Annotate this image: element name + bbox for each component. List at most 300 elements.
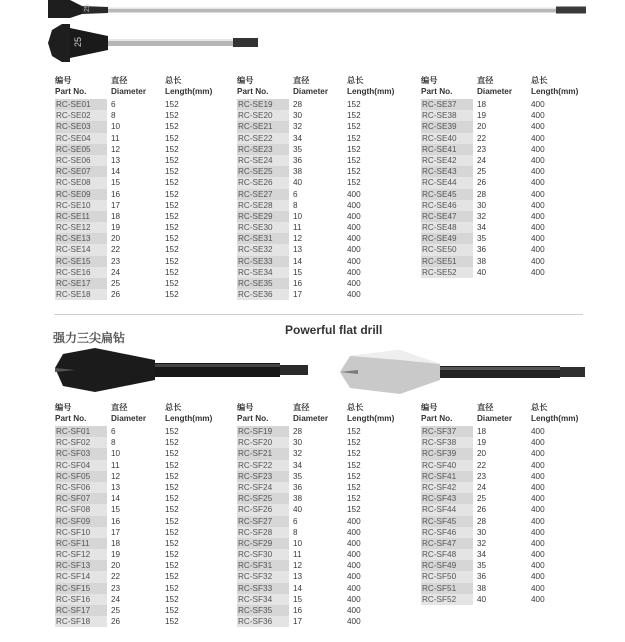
- header-part-en: Part No.: [237, 414, 269, 423]
- table-row: [421, 538, 591, 549]
- part-number: RC-SF27: [237, 516, 289, 527]
- length-value: 400: [347, 189, 361, 199]
- part-number: RC-SF03: [55, 448, 107, 459]
- table-row: [421, 426, 591, 437]
- header-part-cn: 编号: [237, 76, 254, 85]
- header-part-en: Part No.: [421, 414, 453, 423]
- length-value: 152: [347, 471, 361, 481]
- table-row: [237, 110, 407, 121]
- diameter-value: 36: [477, 572, 487, 582]
- length-value: 400: [347, 200, 361, 210]
- part-number: RC-SE35: [237, 278, 289, 289]
- sf-table-3: [421, 402, 591, 605]
- diameter-value: 30: [477, 527, 487, 537]
- part-number: RC-SE01: [55, 99, 107, 110]
- table-row: [55, 527, 225, 538]
- length-value: 400: [531, 471, 545, 481]
- diameter-value: 20: [477, 122, 487, 132]
- diameter-value: 22: [477, 133, 487, 143]
- diameter-value: 17: [111, 527, 121, 537]
- diameter-value: 6: [111, 100, 116, 109]
- length-value: 400: [531, 245, 545, 255]
- table-row: [421, 549, 591, 560]
- part-number: RC-SE33: [237, 256, 289, 267]
- length-value: 152: [165, 561, 179, 571]
- diameter-value: 8: [293, 200, 298, 210]
- diameter-value: 23: [111, 583, 121, 593]
- length-value: 400: [347, 617, 361, 627]
- diameter-value: 13: [111, 482, 121, 492]
- part-number: RC-SF50: [421, 571, 473, 582]
- table-row: [421, 493, 591, 504]
- table-header: [55, 402, 225, 426]
- table-row: [237, 244, 407, 255]
- length-value: 152: [165, 550, 179, 560]
- part-number: RC-SF32: [237, 571, 289, 582]
- diameter-value: 36: [477, 245, 487, 255]
- part-number: RC-SE25: [237, 166, 289, 177]
- part-number: RC-SF20: [237, 437, 289, 448]
- length-value: 400: [347, 606, 361, 615]
- diameter-value: 35: [293, 471, 303, 481]
- diameter-value: 19: [477, 111, 487, 121]
- part-number: RC-SE46: [421, 200, 473, 211]
- table-row: [421, 482, 591, 493]
- diameter-value: 30: [293, 111, 303, 121]
- part-number: RC-SF28: [237, 527, 289, 538]
- part-number: RC-SF30: [237, 549, 289, 560]
- part-number: RC-SE28: [237, 200, 289, 211]
- diameter-value: 38: [293, 494, 303, 504]
- length-value: 152: [165, 178, 179, 188]
- diameter-value: 32: [477, 211, 487, 221]
- diameter-value: 11: [111, 133, 120, 143]
- length-value: 152: [165, 144, 179, 154]
- diameter-value: 18: [111, 538, 121, 548]
- diameter-value: 35: [477, 561, 487, 571]
- part-number: RC-SF40: [421, 460, 473, 471]
- diameter-value: 18: [477, 100, 487, 109]
- table-row: [237, 571, 407, 582]
- length-value: 400: [531, 438, 545, 448]
- part-number: RC-SF15: [55, 583, 107, 594]
- length-value: 400: [347, 550, 361, 560]
- length-value: 400: [531, 267, 545, 277]
- length-value: 400: [531, 133, 545, 143]
- se-table-1: [55, 75, 225, 300]
- diameter-value: 24: [477, 155, 487, 165]
- part-number: RC-SE14: [55, 244, 107, 255]
- header-diameter-cn: 直径: [477, 403, 494, 412]
- diameter-value: 15: [111, 178, 121, 188]
- length-value: 152: [165, 494, 179, 504]
- table-row: [55, 516, 225, 527]
- table-row: [55, 233, 225, 244]
- diameter-value: 40: [477, 267, 487, 277]
- length-value: 152: [165, 133, 179, 143]
- table-row: [237, 222, 407, 233]
- diameter-value: 40: [477, 594, 487, 604]
- length-value: 152: [165, 594, 179, 604]
- table-row: [55, 222, 225, 233]
- length-value: 400: [531, 482, 545, 492]
- diameter-value: 15: [111, 505, 121, 515]
- part-number: RC-SE34: [237, 267, 289, 278]
- table-row: [55, 256, 225, 267]
- part-number: RC-SE48: [421, 222, 473, 233]
- header-length-cn: 总长: [531, 76, 548, 85]
- length-value: 152: [165, 267, 179, 277]
- part-number: RC-SF09: [55, 516, 107, 527]
- table-row: [421, 222, 591, 233]
- table-row: [55, 460, 225, 471]
- table-row: [55, 594, 225, 605]
- table-row: [421, 571, 591, 582]
- table-row: [55, 166, 225, 177]
- length-value: 152: [165, 100, 179, 109]
- diameter-value: 11: [293, 223, 302, 233]
- length-value: 400: [531, 505, 545, 515]
- diameter-value: 6: [293, 189, 298, 199]
- length-value: 400: [347, 234, 361, 244]
- table-row: [421, 471, 591, 482]
- flat-drill-black-image: [55, 346, 315, 396]
- table-row: [55, 155, 225, 166]
- part-number: RC-SF34: [237, 594, 289, 605]
- length-value: 152: [165, 245, 179, 255]
- length-value: 400: [531, 561, 545, 571]
- table-row: [55, 504, 225, 515]
- length-value: 400: [531, 189, 545, 199]
- header-length-en: Length(mm): [347, 87, 395, 96]
- table-row: [421, 267, 591, 278]
- part-number: RC-SF07: [55, 493, 107, 504]
- part-number: RC-SF26: [237, 504, 289, 515]
- part-number: RC-SF39: [421, 448, 473, 459]
- diameter-value: 36: [293, 482, 303, 492]
- length-value: 152: [165, 122, 179, 132]
- part-number: RC-SF41: [421, 471, 473, 482]
- diameter-value: 26: [111, 617, 121, 627]
- length-value: 152: [347, 133, 361, 143]
- diameter-value: 12: [293, 234, 303, 244]
- part-number: RC-SF16: [55, 594, 107, 605]
- diameter-value: 17: [293, 617, 303, 627]
- header-diameter-cn: 直径: [111, 76, 128, 85]
- diameter-value: 19: [111, 223, 121, 233]
- length-value: 152: [165, 606, 179, 615]
- length-value: 152: [347, 122, 361, 132]
- part-number: RC-SF04: [55, 460, 107, 471]
- diameter-value: 17: [111, 200, 121, 210]
- table-row: [237, 504, 407, 515]
- diameter-value: 6: [111, 427, 116, 436]
- part-number: RC-SE20: [237, 110, 289, 121]
- diameter-value: 16: [111, 516, 121, 526]
- part-number: RC-SF19: [237, 426, 289, 437]
- table-row: [55, 605, 225, 616]
- table-row: [55, 448, 225, 459]
- length-value: 400: [531, 449, 545, 459]
- table-row: [421, 144, 591, 155]
- length-value: 152: [165, 111, 179, 121]
- diameter-value: 18: [477, 427, 487, 436]
- part-number: RC-SF08: [55, 504, 107, 515]
- table-row: [237, 267, 407, 278]
- header-diameter-en: Diameter: [477, 414, 513, 423]
- length-value: 152: [165, 211, 179, 221]
- se-table-3: [421, 75, 591, 278]
- part-number: RC-SF51: [421, 583, 473, 594]
- table-header: [237, 75, 407, 99]
- part-number: RC-SE29: [237, 211, 289, 222]
- part-number: RC-SE51: [421, 256, 473, 267]
- header-part-en: Part No.: [55, 414, 87, 423]
- header-length-cn: 总长: [165, 403, 182, 412]
- length-value: 400: [347, 561, 361, 571]
- part-number: RC-SF47: [421, 538, 473, 549]
- table-row: [421, 155, 591, 166]
- part-number: RC-SF11: [55, 538, 107, 549]
- part-number: RC-SF10: [55, 527, 107, 538]
- diameter-value: 38: [293, 167, 303, 177]
- diameter-value: 19: [477, 438, 487, 448]
- table-row: [421, 211, 591, 222]
- part-number: RC-SF01: [55, 426, 107, 437]
- header-diameter-en: Diameter: [293, 414, 329, 423]
- table-row: [237, 437, 407, 448]
- table-row: [237, 527, 407, 538]
- table-row: [237, 144, 407, 155]
- length-value: 400: [531, 594, 545, 604]
- part-number: RC-SF52: [421, 594, 473, 605]
- part-number: RC-SE12: [55, 222, 107, 233]
- section-title-cn: 强力三尖扁钻: [53, 331, 126, 345]
- table-row: [55, 493, 225, 504]
- length-value: 400: [347, 223, 361, 233]
- length-value: 152: [165, 427, 179, 436]
- section-divider: [54, 314, 583, 315]
- long-spade-drill-image: [48, 0, 588, 22]
- part-number: RC-SE44: [421, 177, 473, 188]
- table-row: [55, 200, 225, 211]
- header-diameter-cn: 直径: [293, 76, 310, 85]
- table-row: [55, 99, 225, 110]
- diameter-value: 36: [293, 155, 303, 165]
- diameter-value: 14: [111, 494, 121, 504]
- diameter-value: 24: [477, 482, 487, 492]
- table-row: [421, 527, 591, 538]
- table-row: [55, 426, 225, 437]
- length-value: 152: [165, 155, 179, 165]
- length-value: 152: [165, 234, 179, 244]
- header-part-cn: 编号: [421, 403, 438, 412]
- length-value: 400: [531, 167, 545, 177]
- diameter-value: 10: [111, 122, 121, 132]
- part-number: RC-SE40: [421, 133, 473, 144]
- length-value: 152: [165, 460, 179, 470]
- part-number: RC-SF36: [237, 616, 289, 627]
- diameter-value: 11: [111, 460, 120, 470]
- part-number: RC-SF48: [421, 549, 473, 560]
- table-row: [421, 594, 591, 605]
- part-number: RC-SF43: [421, 493, 473, 504]
- part-number: RC-SE02: [55, 110, 107, 121]
- length-value: 152: [347, 449, 361, 459]
- header-length-cn: 总长: [531, 403, 548, 412]
- table-row: [55, 482, 225, 493]
- length-value: 400: [531, 223, 545, 233]
- length-value: 400: [531, 538, 545, 548]
- length-value: 152: [165, 438, 179, 448]
- table-row: [237, 549, 407, 560]
- table-row: [55, 549, 225, 560]
- diameter-value: 13: [111, 155, 121, 165]
- length-value: 152: [165, 516, 179, 526]
- diameter-value: 15: [293, 594, 303, 604]
- part-number: RC-SE24: [237, 155, 289, 166]
- length-value: 152: [347, 144, 361, 154]
- length-value: 400: [531, 234, 545, 244]
- diameter-value: 32: [477, 538, 487, 548]
- table-row: [55, 133, 225, 144]
- table-row: [55, 437, 225, 448]
- table-row: [237, 560, 407, 571]
- table-row: [55, 289, 225, 300]
- diameter-value: 28: [477, 516, 487, 526]
- length-value: 400: [531, 550, 545, 560]
- sf-table-2: [237, 402, 407, 627]
- table-row: [55, 189, 225, 200]
- table-row: [237, 605, 407, 616]
- diameter-value: 28: [293, 427, 303, 436]
- table-row: [55, 211, 225, 222]
- header-length-en: Length(mm): [165, 87, 213, 96]
- diameter-value: 23: [477, 471, 487, 481]
- length-value: 400: [531, 583, 545, 593]
- header-part-cn: 编号: [55, 76, 72, 85]
- length-value: 400: [531, 178, 545, 188]
- diameter-value: 24: [111, 594, 121, 604]
- diameter-value: 14: [293, 583, 303, 593]
- part-number: RC-SF23: [237, 471, 289, 482]
- part-number: RC-SE52: [421, 267, 473, 278]
- length-value: 400: [531, 494, 545, 504]
- length-value: 152: [347, 100, 361, 109]
- table-row: [421, 448, 591, 459]
- length-value: 400: [531, 516, 545, 526]
- diameter-value: 6: [293, 516, 298, 526]
- table-row: [237, 99, 407, 110]
- part-number: RC-SF46: [421, 527, 473, 538]
- diameter-value: 20: [477, 449, 487, 459]
- diameter-value: 20: [111, 561, 121, 571]
- table-row: [421, 504, 591, 515]
- table-row: [237, 133, 407, 144]
- diameter-value: 18: [111, 211, 121, 221]
- part-number: RC-SE42: [421, 155, 473, 166]
- header-length-en: Length(mm): [531, 414, 579, 423]
- length-value: 400: [531, 200, 545, 210]
- length-value: 400: [531, 256, 545, 266]
- diameter-value: 34: [477, 223, 487, 233]
- diameter-value: 10: [293, 538, 303, 548]
- length-value: 400: [531, 572, 545, 582]
- table-row: [55, 538, 225, 549]
- part-number: RC-SF31: [237, 560, 289, 571]
- header-part-en: Part No.: [55, 87, 87, 96]
- part-number: RC-SE47: [421, 211, 473, 222]
- diameter-value: 38: [477, 256, 487, 266]
- length-value: 400: [347, 583, 361, 593]
- diameter-value: 34: [293, 133, 303, 143]
- header-length-en: Length(mm): [165, 414, 213, 423]
- table-row: [237, 594, 407, 605]
- length-value: 152: [165, 538, 179, 548]
- part-number: RC-SF06: [55, 482, 107, 493]
- table-row: [237, 155, 407, 166]
- length-value: 400: [347, 538, 361, 548]
- diameter-value: 28: [293, 100, 303, 109]
- part-number: RC-SE06: [55, 155, 107, 166]
- table-row: [421, 166, 591, 177]
- part-number: RC-SE36: [237, 289, 289, 300]
- table-row: [237, 471, 407, 482]
- length-value: 400: [347, 290, 361, 300]
- length-value: 400: [347, 267, 361, 277]
- table-row: [237, 211, 407, 222]
- diameter-value: 12: [293, 561, 303, 571]
- sf-table-1: [55, 402, 225, 627]
- header-length-en: Length(mm): [531, 87, 579, 96]
- table-header: [237, 402, 407, 426]
- table-row: [421, 583, 591, 594]
- part-number: RC-SE45: [421, 189, 473, 200]
- length-value: 152: [347, 438, 361, 448]
- header-part-cn: 编号: [237, 403, 254, 412]
- diameter-value: 24: [111, 267, 121, 277]
- diameter-value: 8: [111, 438, 116, 448]
- table-row: [237, 278, 407, 289]
- diameter-value: 32: [293, 122, 303, 132]
- table-row: [237, 460, 407, 471]
- header-part-cn: 编号: [421, 76, 438, 85]
- table-row: [421, 189, 591, 200]
- table-row: [55, 144, 225, 155]
- part-number: RC-SF21: [237, 448, 289, 459]
- length-value: 400: [347, 516, 361, 526]
- length-value: 152: [165, 449, 179, 459]
- part-number: RC-SE15: [55, 256, 107, 267]
- length-value: 400: [531, 427, 545, 436]
- part-number: RC-SE49: [421, 233, 473, 244]
- part-number: RC-SF24: [237, 482, 289, 493]
- drill-size-mark-2: 25: [73, 36, 83, 47]
- diameter-value: 15: [293, 267, 303, 277]
- table-row: [55, 267, 225, 278]
- part-number: RC-SE13: [55, 233, 107, 244]
- diameter-value: 23: [477, 144, 487, 154]
- part-number: RC-SE18: [55, 289, 107, 300]
- table-row: [421, 110, 591, 121]
- part-number: RC-SF38: [421, 437, 473, 448]
- short-spade-drill-image: [48, 22, 263, 64]
- length-value: 400: [347, 211, 361, 221]
- length-value: 152: [347, 167, 361, 177]
- diameter-value: 13: [293, 572, 303, 582]
- section-title-en: Powerful flat drill: [285, 323, 383, 337]
- diameter-value: 25: [477, 494, 487, 504]
